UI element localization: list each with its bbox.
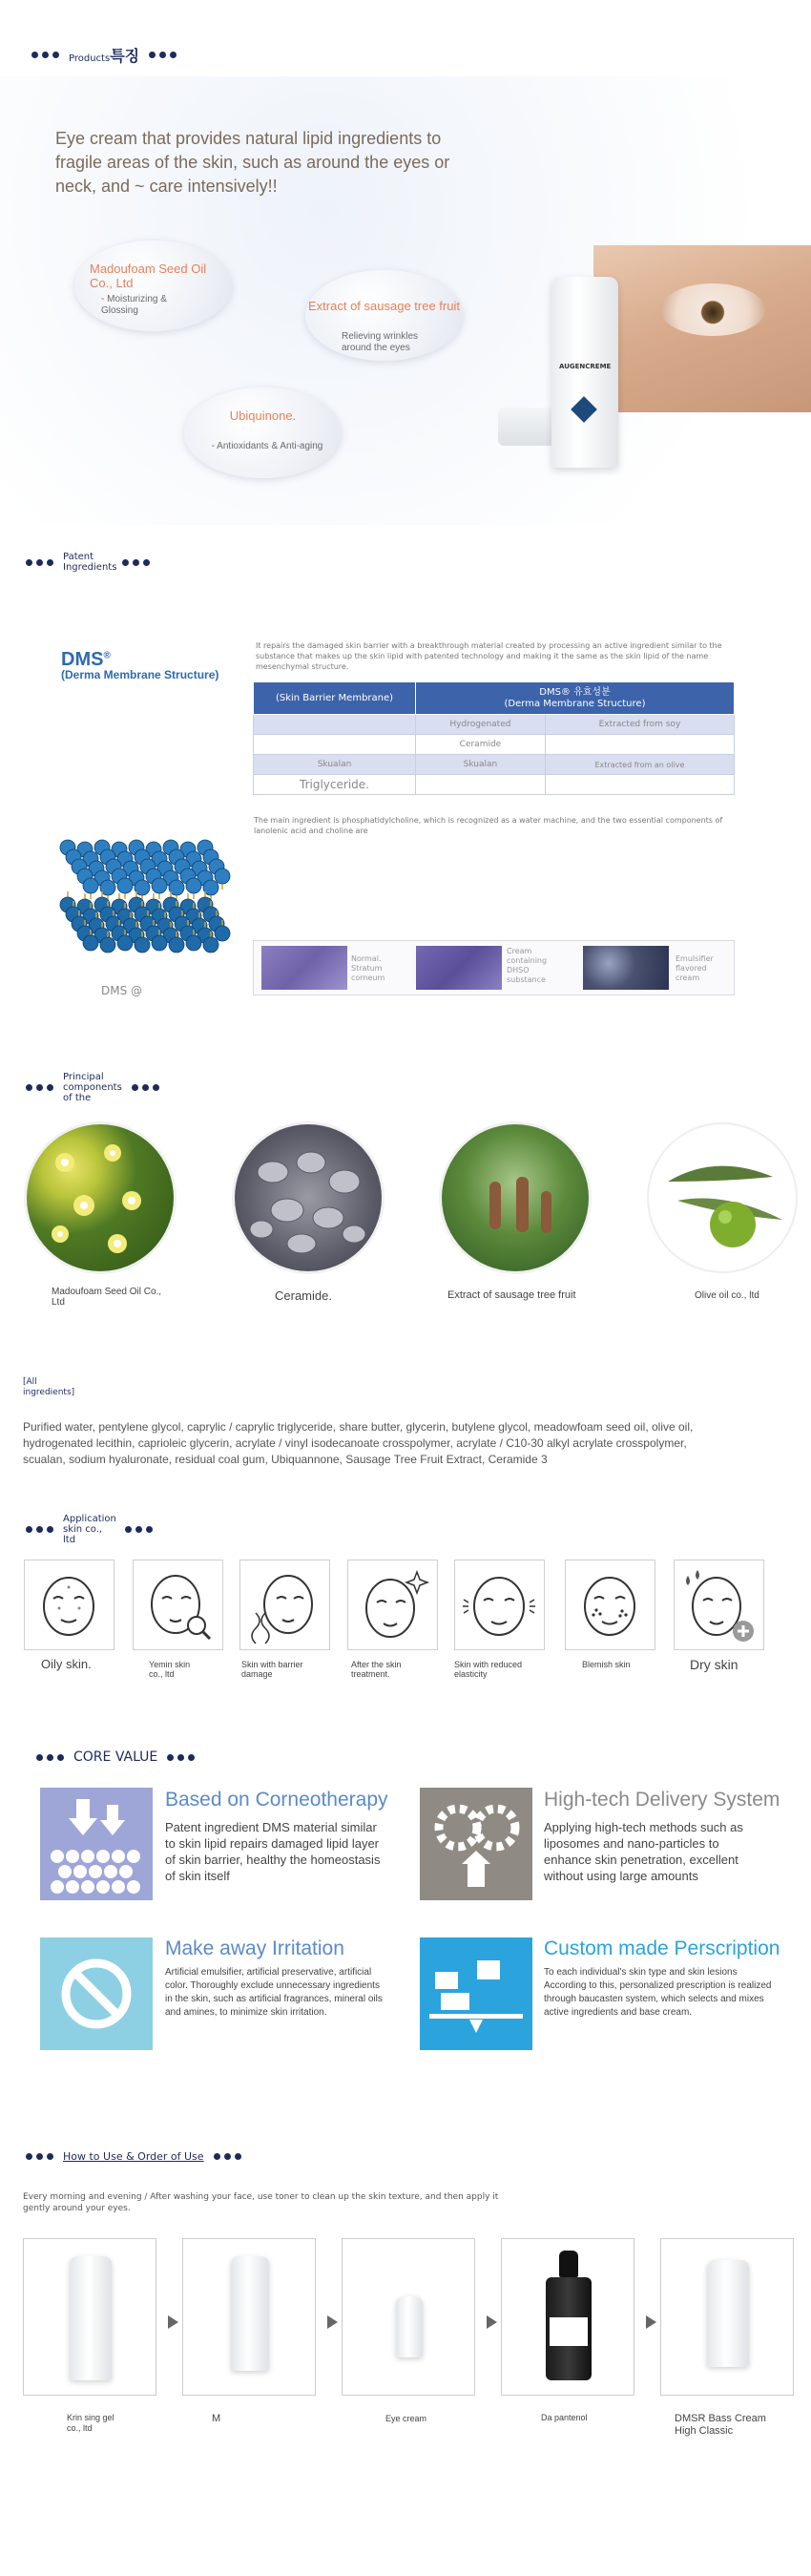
lipid-head — [152, 878, 167, 893]
skin-type-label: Dry skin — [690, 1657, 738, 1672]
face-oily-icon — [25, 1560, 114, 1649]
lipid-head — [169, 937, 184, 953]
cv-title: Make away Irritation — [165, 1937, 344, 1959]
table-row: Ceramide — [254, 735, 735, 755]
eye-photo — [593, 245, 811, 412]
ceramide-photo — [235, 1124, 382, 1271]
skin-comparison-strip — [253, 940, 735, 995]
dots-decoration-left — [26, 2153, 53, 2160]
cv-text: Applying high-tech methods such as liposomes and nano-particles to enhance skin penetration, excellent without using large amounts — [544, 1820, 743, 1883]
lipid-head — [135, 937, 150, 953]
emulsifier-cream-image — [583, 946, 669, 990]
dry-skin-card — [674, 1560, 764, 1650]
lipid-bilayer-illustration — [52, 828, 234, 972]
dots-decoration-right — [125, 1526, 153, 1533]
thumb-label: Cream containing DHSO substance — [507, 947, 548, 984]
olive-icon — [649, 1124, 796, 1271]
skin-type-label: Skin with reduced elasticity — [454, 1660, 523, 1679]
dots-decoration-left — [26, 559, 53, 566]
arrow-right-icon — [168, 2315, 178, 2329]
bubble-meadowfoam — [74, 241, 232, 331]
table-row: Hydrogenated Extracted from soy — [254, 715, 735, 735]
yemin-skin-card — [133, 1560, 223, 1650]
dropper-cap-icon — [559, 2251, 578, 2277]
registered-mark: ® — [103, 650, 111, 661]
after-treatment-card — [347, 1560, 438, 1650]
dots-decoration-right — [122, 559, 150, 566]
lipid-head — [100, 937, 115, 953]
skin-type-label: Yemin skin co., ltd — [149, 1660, 191, 1679]
lipid-head — [117, 878, 133, 893]
olive-photo — [649, 1124, 796, 1271]
bubble-sausage-tree — [305, 270, 463, 361]
product-tube-image — [551, 277, 618, 468]
cv-title: Custom made Perscription — [544, 1937, 780, 1959]
patent-label: Patent Ingredients — [63, 552, 117, 573]
step-label: DMSR Bass Cream High Classic — [675, 2413, 766, 2437]
component-name: Ceramide. — [275, 1288, 332, 1303]
face-sparkle-icon — [348, 1560, 437, 1649]
oily-skin-card — [24, 1560, 114, 1650]
sausage-tree-photo — [442, 1124, 589, 1271]
gears-icon — [420, 1788, 532, 1900]
tube-label: AUGENCREME — [559, 363, 612, 370]
dms-description: It repairs the damaged skin barrier with a breakthrough material created by processing an active ingredient similar to the substance that makes up the skin lipid with patented technology and making it the same as the skin lipid of the name mesenchymal structure. — [256, 641, 722, 671]
step-label: Eye cream — [385, 2414, 427, 2423]
dms-subtitle: (Derma Membrane Structure) — [61, 668, 219, 681]
step-label: Da pantenol — [541, 2413, 588, 2422]
table-header-skin-barrier: (Skin Barrier Membrane) — [254, 682, 416, 715]
dots-decoration-left — [26, 1084, 53, 1091]
component-name: Extract of sausage tree fruit — [447, 1289, 576, 1301]
step-panthenol — [501, 2238, 634, 2396]
dms-cube-icon — [571, 396, 597, 423]
patent-section-header — [26, 552, 150, 573]
ceramide-icon — [235, 1124, 382, 1271]
face-elasticity-icon — [455, 1560, 544, 1649]
dms-note: The main ingredient is phosphatidylcholine, which is recognized as a water machine, and the two essential components of lanolenic acid and choline are — [254, 816, 723, 835]
dots-decoration-right — [214, 2153, 241, 2160]
skin-type-label: After the skin treatment. — [351, 1660, 402, 1679]
dots-decoration-left — [26, 1526, 53, 1533]
flower-icon — [27, 1124, 174, 1271]
lipid-head — [117, 935, 133, 951]
prohibited-icon — [40, 1937, 153, 2050]
face-blemish-icon — [566, 1560, 655, 1649]
bottle-icon — [707, 2260, 749, 2367]
table-header-dms: DMS® 유효성분 (Derma Membrane Structure) — [416, 682, 735, 715]
lipid-head — [152, 935, 167, 951]
dots-decoration-left — [31, 52, 59, 58]
howto-description: Every morning and evening / After washing your face, use toner to clean up the skin texture, and then apply it gently around your eyes. — [23, 2192, 499, 2213]
bottle-icon — [231, 2256, 269, 2371]
meadowfoam-photo — [27, 1124, 174, 1271]
bubble-title: Extract of sausage tree fruit — [308, 299, 460, 313]
dms-caption: DMS @ — [101, 984, 143, 997]
cream-jar-image — [498, 408, 555, 446]
step-dmsr-cream — [660, 2238, 794, 2396]
table-row: Skualan Skualan Extracted from an olive — [254, 755, 735, 775]
application-section-header — [26, 1514, 153, 1545]
step-label: M — [212, 2413, 221, 2424]
bubble-text: Relieving wrinkles around the eyes — [342, 331, 419, 353]
lipid-head — [186, 878, 201, 893]
core-value-label: CORE VALUE — [73, 1749, 158, 1765]
lipid-head — [83, 878, 98, 893]
dots-decoration-left — [36, 1754, 64, 1761]
principal-section-header — [26, 1072, 159, 1103]
lipid-head — [215, 926, 230, 941]
dms-comparison-table — [253, 681, 735, 795]
face-dna-icon — [240, 1560, 329, 1649]
bubble-ubiquinone — [184, 387, 342, 478]
hero-title: Eye cream that provides natural lipid ingredients to fragile areas of the skin, such as around the eyes or neck, and ~ care intensively!! — [55, 129, 450, 196]
cv-title: Based on Corneotherapy — [165, 1789, 388, 1811]
products-label: Products특징 — [69, 47, 140, 65]
custom-prescription-image — [420, 1937, 532, 2050]
bottle-icon — [396, 2296, 423, 2357]
scale-icon — [420, 1937, 532, 2050]
eye-icon — [660, 283, 765, 336]
reduced-elasticity-card — [454, 1560, 545, 1650]
face-dry-icon — [675, 1560, 763, 1649]
step-eye-cream — [342, 2238, 475, 2396]
lipid-head — [186, 935, 201, 951]
arrow-right-icon — [487, 2315, 497, 2329]
cv-text: Patent ingredient DMS material similar to skin lipid repairs damaged lipid layer of skin barrier, healthy the homeostasis of skin itself — [165, 1820, 381, 1883]
bubble-text: - Antioxidants & Anti-aging — [211, 441, 323, 451]
ingredients-label: [All ingredients] — [23, 1377, 75, 1397]
lipid-head — [203, 937, 218, 953]
bottle-icon — [70, 2256, 112, 2380]
arrow-right-icon — [646, 2315, 656, 2329]
dms-title: DMS® — [61, 649, 111, 670]
ingredients-text: Purified water, pentylene glycol, caprylic / caprylic triglyceride, share butter, glycerin, butylene glycol, meadowfoam seed oil, olive oil, hydrogenated lecithin, caprioleic glycerin, acrylate / vinyl isodecanoate crosspolymer, acrylate / C10-30 alkyl acrylate crosspolymer, scualan, sodium hyaluronate, residual coal gum, Ubiquannone, Sausage Tree Fruit Extract, Ceramide 3 — [23, 1420, 694, 1466]
products-korean-label: 특징 — [110, 47, 140, 65]
dots-decoration-right — [132, 1084, 159, 1091]
corneotherapy-image — [40, 1788, 153, 1900]
cv-title: High-tech Delivery System — [544, 1789, 780, 1811]
application-label: Application skin co., ltd — [63, 1514, 116, 1545]
bubble-title: Ubiquinone. — [229, 408, 297, 423]
skin-type-label: Blemish skin — [582, 1660, 631, 1669]
step-cleansing-gel — [23, 2238, 156, 2396]
dhso-cream-image — [416, 946, 502, 990]
bubble-title: Madoufoam Seed Oil Co., Ltd — [90, 262, 207, 290]
dots-decoration-right — [167, 1754, 195, 1761]
face-magnifier-icon — [134, 1560, 222, 1649]
lipid-head — [215, 869, 230, 884]
core-value-section-header — [36, 1749, 195, 1765]
step-m — [182, 2238, 316, 2396]
table-row: Triglyceride. — [254, 775, 735, 795]
bilayer-arrows-icon — [40, 1788, 153, 1900]
lipid-head — [83, 935, 98, 951]
tree-fruit-icon — [442, 1124, 589, 1271]
barrier-damage-card — [239, 1560, 330, 1650]
irritation-image — [40, 1937, 153, 2050]
howto-section-header — [26, 2150, 241, 2163]
thumb-label: Normal. Stratum corneum — [351, 954, 385, 982]
component-name: Olive oil co., ltd — [695, 1290, 759, 1301]
component-name: Madoufoam Seed Oil Co., Ltd — [52, 1287, 162, 1308]
skin-type-label: Skin with barrier damage — [241, 1660, 303, 1679]
skin-type-label: Oily skin. — [41, 1657, 92, 1671]
step-label: Krin sing gel co., ltd — [67, 2413, 114, 2433]
thumb-label: Emulsifier flavored cream — [676, 954, 714, 982]
blemish-skin-card — [565, 1560, 655, 1650]
dots-decoration-right — [149, 52, 177, 58]
arrow-right-icon — [327, 2315, 338, 2329]
products-section-header — [31, 44, 177, 66]
cv-text: Artificial emulsifier, artificial preservative, artificial color. Thoroughly exclude unnecessary ingredients in the skin, such as artificial fragrances, mineral oils and amines, to minimize skin irritation. — [165, 1967, 383, 2018]
stratum-corneum-image — [261, 946, 347, 990]
principal-label: Principal components of the — [63, 1072, 122, 1103]
bottle-label-icon — [550, 2317, 588, 2346]
cv-text: To each individual's skin type and skin lesions According to this, personalized prescription is realized through baucasten system, which selects and mixes active ingredients and base cream. — [544, 1967, 772, 2018]
delivery-system-image — [420, 1788, 532, 1900]
howto-label: How to Use & Order of Use — [63, 2150, 204, 2163]
bubble-text: - Moisturizing & Glossing — [101, 294, 167, 316]
